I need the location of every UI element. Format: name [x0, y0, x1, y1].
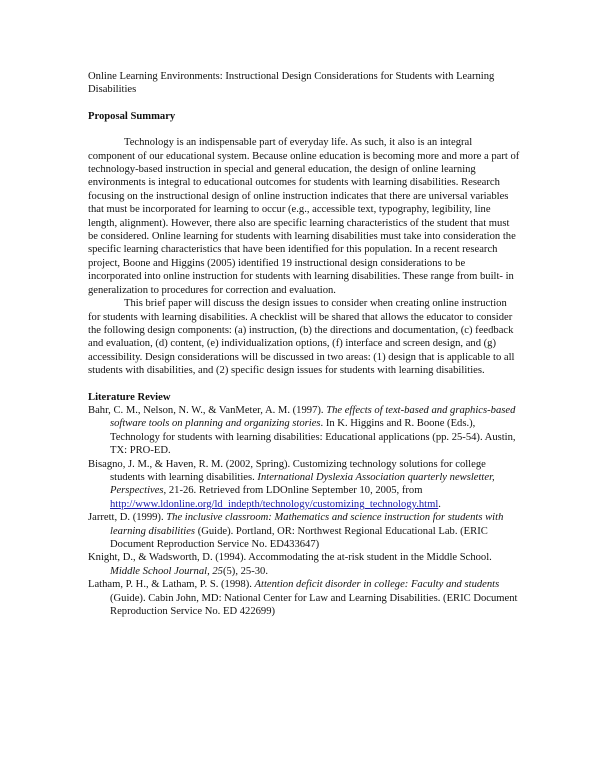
literature-heading: Literature Review — [88, 391, 171, 403]
reference-details: (Guide). Portland, OR: Northwest Regional Educational Lab. (ERIC Document Reproduction Service No. ED433647) — [110, 525, 488, 550]
reference-title: Middle School Journal, 25 — [110, 565, 223, 577]
reference-title: The effects of text-based and graphics-based software tools on planning and organizing stories — [110, 404, 516, 430]
reference-tail: . — [438, 498, 441, 510]
reference-authors: Bahr, C. M., Nelson, N. W., & VanMeter, A. M. (1997). — [88, 404, 327, 416]
reference-title: The inclusive classroom: Mathematics and science instruction for students with learning disabilities — [110, 512, 504, 537]
reference-authors: Knight, D., & Wadsworth, D. (1994). Accommodating the at-risk student in the Middle School. — [88, 552, 492, 564]
reference-item — [88, 578, 520, 618]
reference-authors: Jarrett, D. (1999). — [88, 512, 167, 524]
reference-item — [88, 458, 520, 512]
reference-details: (Guide). Cabin John, MD: National Center for Law and Learning Disabilities. (ERIC Document Reproduction Service No. ED 422699) — [110, 592, 518, 618]
reference-item — [88, 511, 520, 551]
reference-details: (5), 25-30. — [222, 565, 268, 577]
reference-item — [88, 404, 520, 458]
reference-authors: Bisagno, J. M., & Haven, R. M. (2002, Spring). Customizing technology solutions for college students with learning disabilities. — [88, 458, 486, 483]
reference-details: , 21-26. Retrieved from LDOnline September 10, 2005, from — [163, 485, 423, 497]
reference-list — [88, 404, 520, 619]
reference-authors: Latham, P. H., & Latham, P. S. (1998). — [88, 579, 255, 591]
reference-link[interactable]: http://www.ldonline.org/ld_indepth/technology/customizing_technology.html — [110, 498, 439, 510]
summary-paragraph: This brief paper will discuss the design issues to consider when creating online instruction for students with learning disabilities. A checklist will be shared that allows the educator to consider the following design components: (a) instruction, (b) the directions and documentation, (c) feedback and evaluation, (d) content, (e) individualization options, (f) interface and screen design, and (g) accessibility. Design considerations will be discussed in two areas: (1) design that is applicable to all students with disabilities, and (2) specific design issues for students with learning disabilities. — [88, 298, 515, 377]
reference-title: International Dyslexia Association quarterly newsletter, Perspectives — [110, 471, 495, 497]
document-body — [88, 70, 520, 618]
reference-title: Attention deficit disorder in college: Faculty and students — [254, 579, 500, 591]
summary-heading: Proposal Summary — [88, 110, 176, 122]
reference-item — [88, 551, 520, 578]
document-title: Online Learning Environments: Instructional Design Considerations for Students with Learning Disabilities — [88, 71, 495, 96]
summary-paragraph: Technology is an indispensable part of everyday life. As such, it also is an integral component of our educational system. Because online education is becoming more and more a part of technology-based instruction in special and general education, the design of online learning environments is integral to educational outcomes for students with learning disabilities. Research focusing on the instructional design of online instruction indicates that there are universal variables that must be incorporated for learning to occur (e.g., accessible text, typography, legibility, line length, alignment). However, there also are specific learning characteristics of the student that must be considered. Online learning for students with learning disabilities must take into consideration the specific learning characteristics that have been identified for this population. In a recent research project, Boone and Higgins (2005) identified 19 instructional design considerations to be incorporated into online instruction for students with learning disabilities. These range from built- in generalization to procedures for correction and evaluation. — [88, 137, 520, 296]
reference-details: . In K. Higgins and R. Boone (Eds.), Technology for students with learning disabilities: Educational applications (pp. 25-54). Austin, TX: PRO-ED. — [110, 418, 516, 457]
